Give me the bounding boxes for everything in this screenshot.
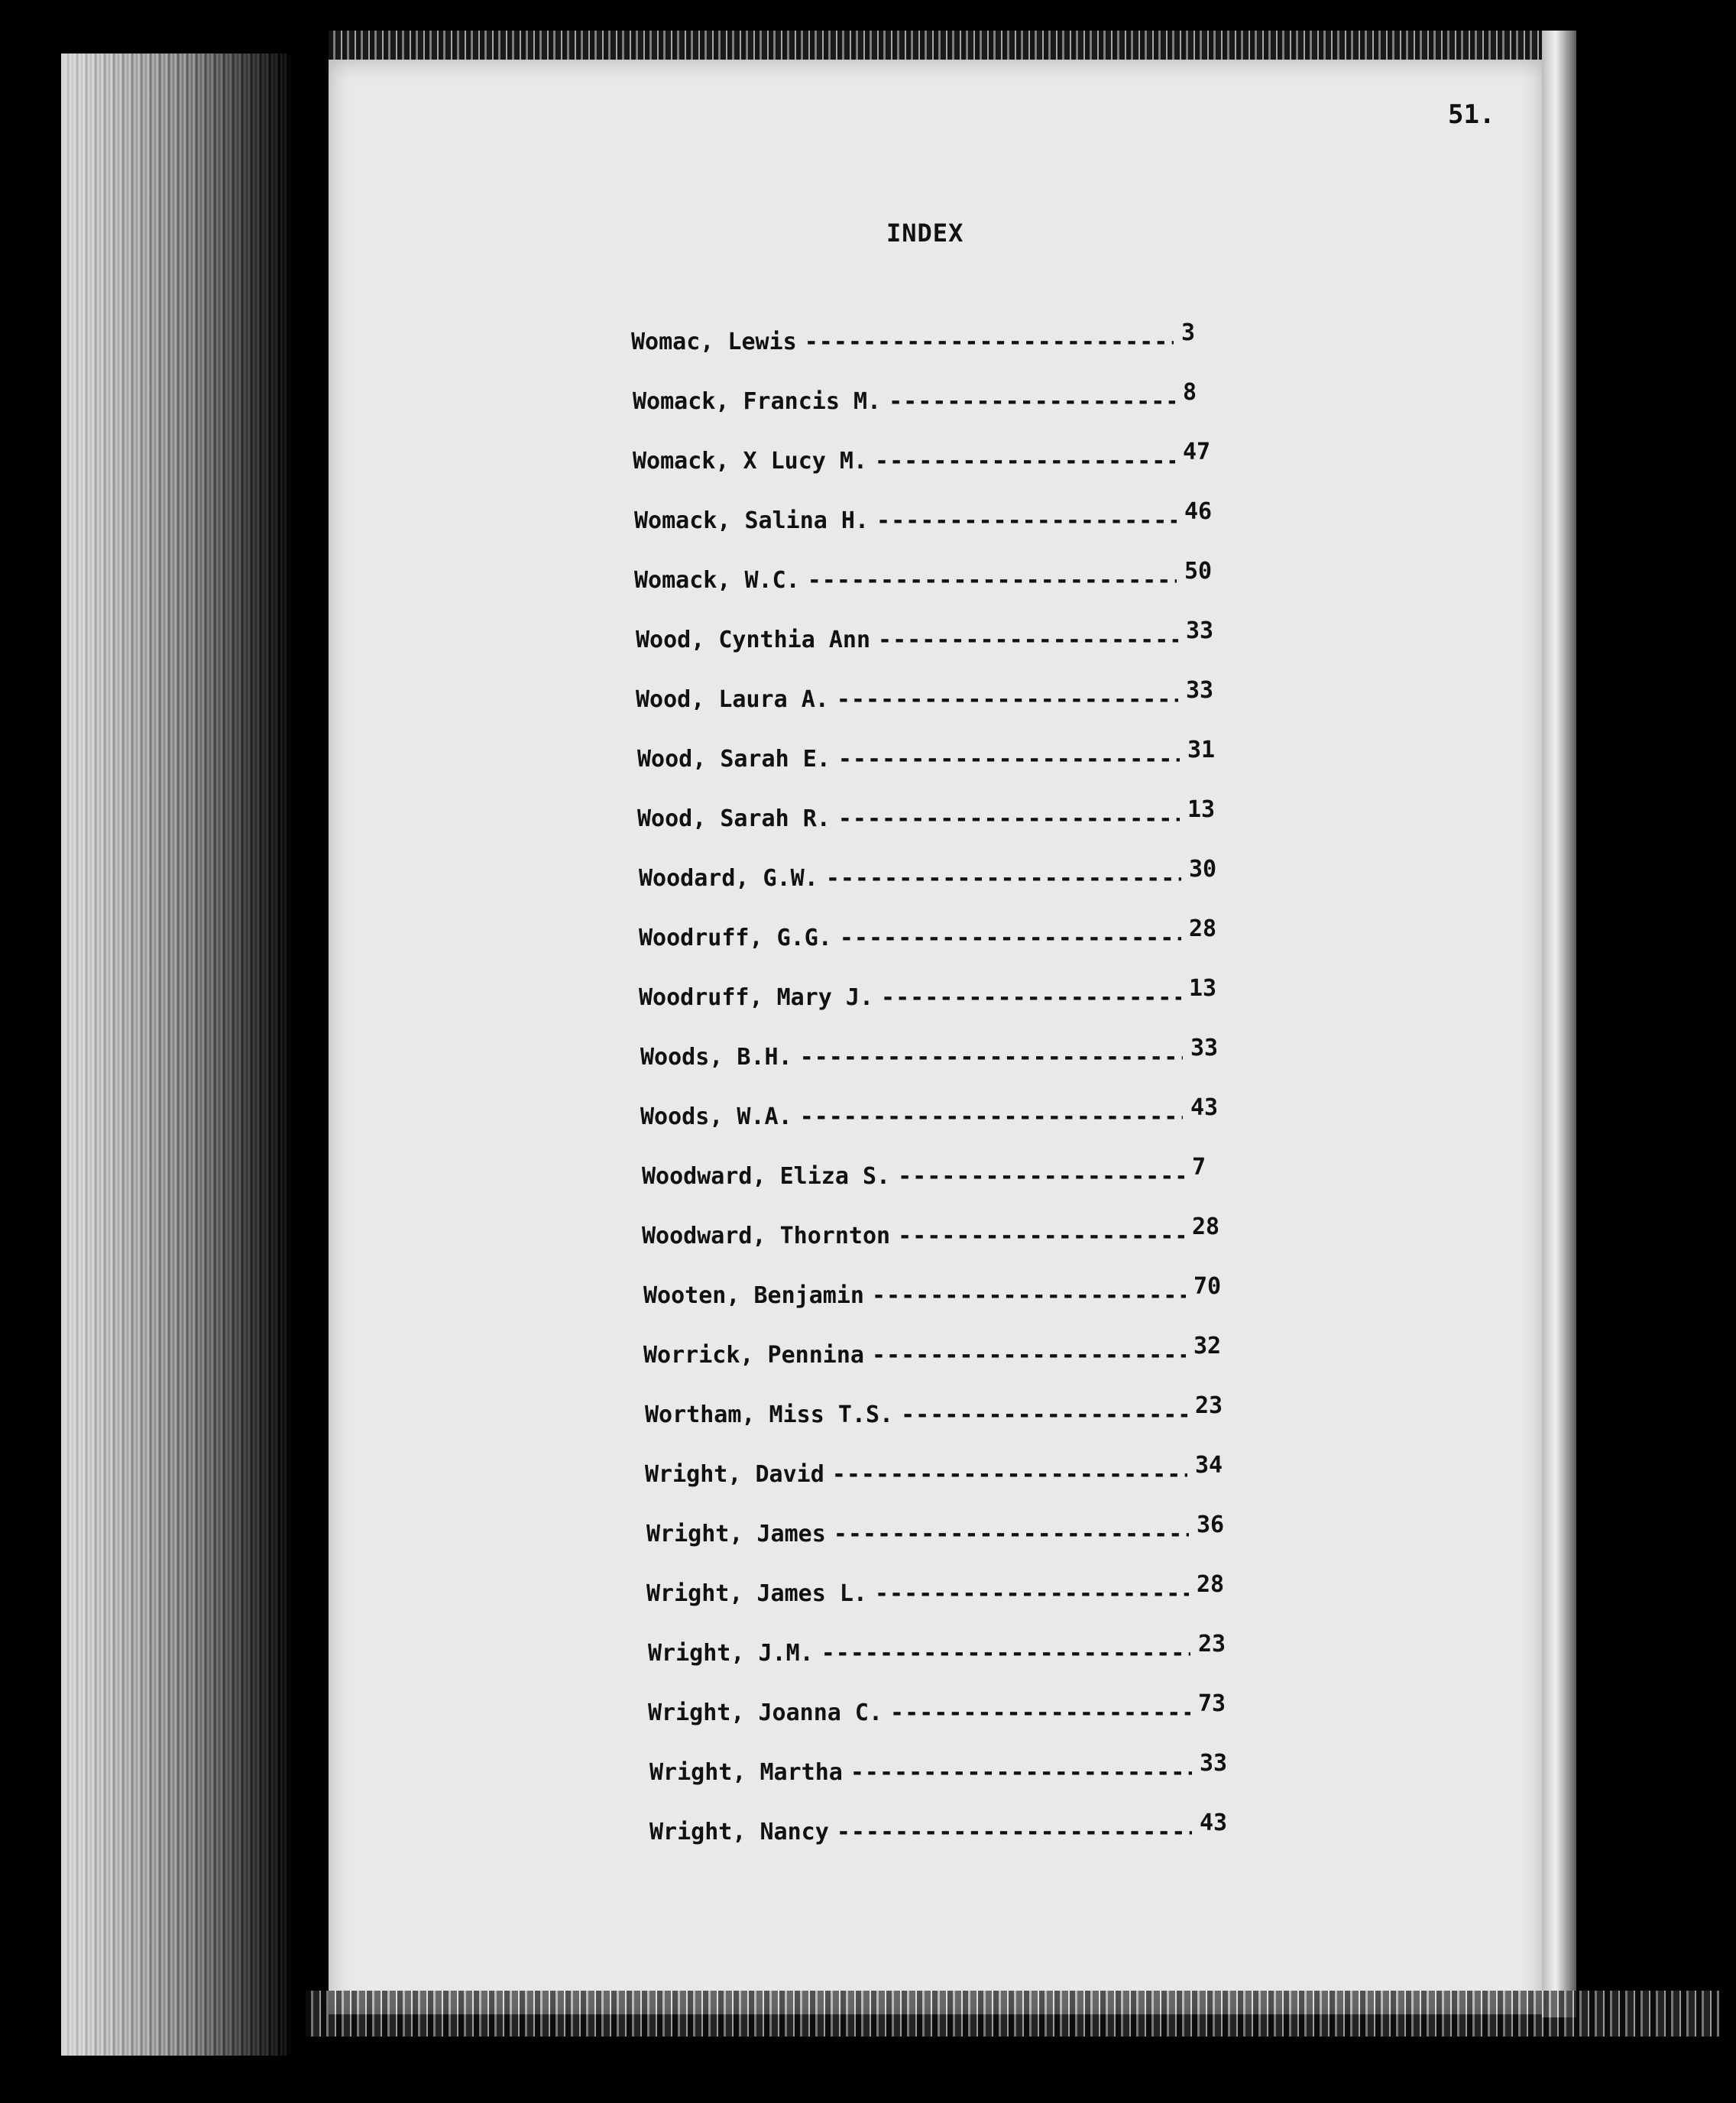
entry-name: Wright, James L. — [646, 1580, 867, 1607]
page-title: INDEX — [886, 219, 964, 248]
dot-leader — [898, 1223, 1184, 1249]
entry-name: Woods, B.H. — [640, 1044, 792, 1071]
page-edge-right — [1542, 31, 1576, 2017]
index-entry — [649, 1750, 1230, 1786]
entry-name: Wortham, Miss T.S. — [645, 1401, 894, 1428]
entry-name: Wright, James — [646, 1521, 826, 1547]
index-entry — [645, 1452, 1226, 1488]
dot-leader — [821, 1640, 1190, 1667]
entry-name: Wood, Laura A. — [636, 686, 829, 713]
dot-leader — [889, 388, 1175, 415]
entry-page: 43 — [1190, 1094, 1219, 1121]
entry-name: Woodard, G.W. — [639, 865, 818, 892]
index-entry — [648, 1631, 1229, 1667]
entry-name: Wright, J.M. — [648, 1640, 814, 1667]
film-edge-left — [61, 53, 290, 2056]
dot-leader — [876, 507, 1177, 534]
page-number: 51. — [1448, 99, 1495, 130]
index-entry — [648, 1690, 1229, 1726]
index-entry — [639, 915, 1219, 951]
dot-leader — [898, 1163, 1184, 1190]
dot-leader — [872, 1282, 1186, 1309]
entry-name: Worrick, Pennina — [643, 1342, 864, 1369]
dot-leader — [872, 1342, 1186, 1369]
index-entry — [642, 1154, 1223, 1190]
entry-name: Womack, Salina H. — [634, 507, 870, 534]
entry-name: Wright, Nancy — [649, 1819, 829, 1845]
dot-leader — [808, 567, 1177, 594]
index-entry — [643, 1273, 1224, 1309]
entry-page: 28 — [1192, 1214, 1220, 1240]
dot-leader — [834, 1521, 1189, 1547]
dot-leader — [837, 1819, 1192, 1845]
entry-name: Womack, Francis M. — [633, 388, 882, 415]
entry-page: 33 — [1186, 677, 1214, 704]
entry-name: Wright, David — [645, 1461, 824, 1488]
dot-leader — [890, 1700, 1190, 1726]
entry-page: 33 — [1186, 617, 1214, 644]
index-entry — [643, 1333, 1224, 1369]
entry-name: Wood, Sarah R. — [637, 805, 831, 832]
entry-page: 3 — [1181, 319, 1196, 346]
index-entry — [649, 1810, 1230, 1845]
entry-page: 8 — [1183, 379, 1197, 406]
entry-page: 46 — [1184, 498, 1213, 525]
index-entry — [637, 796, 1218, 832]
dot-leader — [901, 1401, 1187, 1428]
entry-name: Womack, W.C. — [634, 567, 800, 594]
index-entry — [645, 1392, 1226, 1428]
entry-name: Woodward, Eliza S. — [642, 1163, 891, 1190]
entry-page: 13 — [1187, 796, 1216, 823]
index-entry — [639, 975, 1219, 1011]
index-entry — [640, 1094, 1221, 1130]
entry-page: 70 — [1194, 1273, 1222, 1300]
dot-leader — [875, 1580, 1189, 1607]
index-entry — [646, 1571, 1227, 1607]
dot-leader — [881, 984, 1181, 1011]
index-entry — [631, 319, 1212, 355]
dot-leader — [875, 448, 1175, 475]
index-entry — [633, 379, 1213, 415]
index-entry — [634, 498, 1215, 534]
entry-page: 36 — [1197, 1512, 1225, 1538]
entry-page: 32 — [1194, 1333, 1222, 1359]
dot-leader — [805, 329, 1174, 355]
entry-page: 43 — [1200, 1810, 1228, 1836]
entry-page: 23 — [1195, 1392, 1223, 1419]
film-edge-bottom — [306, 1991, 1719, 2037]
entry-page: 7 — [1192, 1154, 1206, 1181]
index-entry — [636, 617, 1216, 653]
entry-name: Wooten, Benjamin — [643, 1282, 864, 1309]
entry-page: 28 — [1189, 915, 1217, 942]
index-entry — [639, 856, 1219, 892]
entry-page: 33 — [1200, 1750, 1228, 1777]
entry-name: Woodruff, G.G. — [639, 925, 832, 951]
dot-leader — [800, 1103, 1183, 1130]
entry-page: 47 — [1183, 439, 1211, 465]
dot-leader — [840, 925, 1181, 951]
entry-page: 13 — [1189, 975, 1217, 1002]
index-entry — [637, 737, 1218, 773]
index-entry — [636, 677, 1216, 713]
index-entry — [646, 1512, 1227, 1547]
dot-leader — [800, 1044, 1183, 1071]
entry-page: 30 — [1189, 856, 1217, 883]
entry-name: Wood, Cynthia Ann — [636, 627, 871, 653]
entry-page: 23 — [1198, 1631, 1226, 1657]
index-entry — [640, 1035, 1221, 1071]
entry-name: Womack, X Lucy M. — [633, 448, 868, 475]
index-entry — [642, 1214, 1223, 1249]
entry-name: Woodruff, Mary J. — [639, 984, 874, 1011]
entry-page: 50 — [1184, 558, 1213, 585]
dot-leader — [838, 805, 1180, 832]
dot-leader — [837, 686, 1178, 713]
entry-name: Woods, W.A. — [640, 1103, 792, 1130]
index-entry — [634, 558, 1215, 594]
index-entry — [633, 439, 1213, 475]
entry-page: 34 — [1195, 1452, 1223, 1479]
entry-page: 28 — [1197, 1571, 1225, 1598]
entry-page: 31 — [1187, 737, 1216, 763]
entry-name: Woodward, Thornton — [642, 1223, 891, 1249]
entry-name: Womac, Lewis — [631, 329, 797, 355]
dot-leader — [850, 1759, 1192, 1786]
entry-page: 73 — [1198, 1690, 1226, 1717]
entry-page: 33 — [1190, 1035, 1219, 1061]
entry-name: Wood, Sarah E. — [637, 746, 831, 773]
entry-name: Wright, Martha — [649, 1759, 843, 1786]
dot-leader — [832, 1461, 1187, 1488]
dot-leader — [838, 746, 1180, 773]
entry-name: Wright, Joanna C. — [648, 1700, 883, 1726]
dot-leader — [878, 627, 1178, 653]
dot-leader — [826, 865, 1181, 892]
